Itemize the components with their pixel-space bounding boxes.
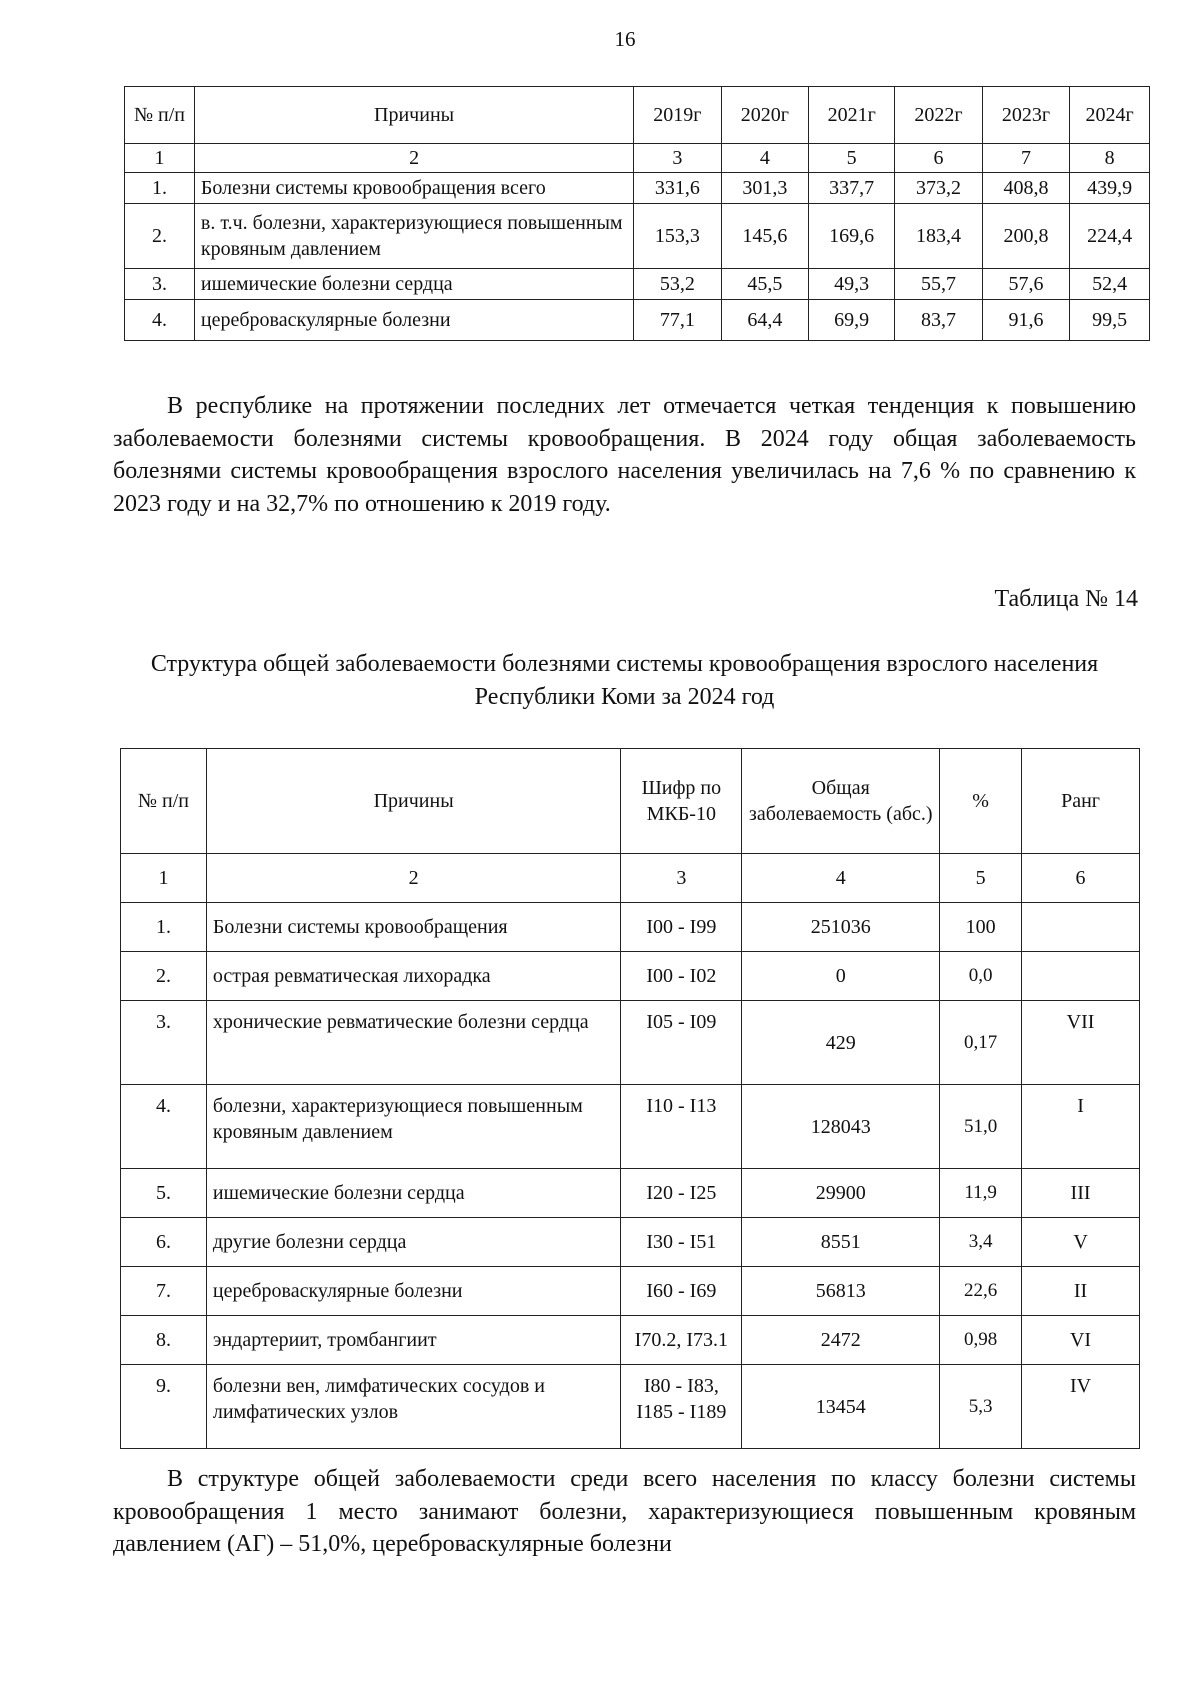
- value-cell: 408,8: [982, 173, 1069, 204]
- col-number-cell: 7: [982, 144, 1069, 173]
- value-cell: 83,7: [895, 300, 982, 341]
- value-cell: 99,5: [1070, 300, 1150, 341]
- value-cell: 64,4: [721, 300, 808, 341]
- rank-cell: IV: [1022, 1365, 1140, 1449]
- rank-cell: VI: [1022, 1316, 1140, 1365]
- count-cell: 13454: [742, 1365, 940, 1449]
- rank-cell: I: [1022, 1085, 1140, 1169]
- percent-cell: 3,4: [940, 1218, 1022, 1267]
- header-cell: 2022г: [895, 87, 982, 144]
- percent-cell: 0,0: [940, 952, 1022, 1001]
- row-number: 9.: [121, 1365, 207, 1449]
- col-number-cell: 4: [721, 144, 808, 173]
- col-number-cell: 6: [1022, 854, 1140, 903]
- table-row: [121, 903, 1140, 952]
- header-cell: Причины: [206, 749, 621, 854]
- icd-code-cell: I10 - I13: [621, 1085, 742, 1169]
- value-cell: 169,6: [809, 204, 895, 269]
- percent-cell: 22,6: [940, 1267, 1022, 1316]
- header-cell: 2023г: [982, 87, 1069, 144]
- value-cell: 53,2: [634, 269, 721, 300]
- header-cell: 2020г: [721, 87, 808, 144]
- col-number-cell: 2: [206, 854, 621, 903]
- icd-code-cell: I70.2, I73.1: [621, 1316, 742, 1365]
- row-number: 4.: [125, 300, 195, 341]
- table-row: [121, 1267, 1140, 1316]
- value-cell: 69,9: [809, 300, 895, 341]
- col-number-cell: 4: [742, 854, 940, 903]
- table-row: [121, 1085, 1140, 1169]
- table-row: [121, 1316, 1140, 1365]
- table-row: [125, 173, 1150, 204]
- row-number: 5.: [121, 1169, 207, 1218]
- cause-cell: хронические ревматические болезни сердца: [206, 1001, 621, 1085]
- table-row: [125, 300, 1150, 341]
- count-cell: 128043: [742, 1085, 940, 1169]
- count-cell: 251036: [742, 903, 940, 952]
- percent-cell: 11,9: [940, 1169, 1022, 1218]
- percent-cell: 0,17: [940, 1001, 1022, 1085]
- cause-cell: цереброваскулярные болезни: [194, 300, 633, 341]
- cause-cell: Болезни системы кровообращения всего: [194, 173, 633, 204]
- icd-code-cell: I05 - I09: [621, 1001, 742, 1085]
- icd-code-cell: I20 - I25: [621, 1169, 742, 1218]
- col-number-cell: 2: [194, 144, 633, 173]
- col-number-cell: 5: [809, 144, 895, 173]
- table-row: [121, 1218, 1140, 1267]
- cause-cell: острая ревматическая лихорадка: [206, 952, 621, 1001]
- col-number-cell: 3: [621, 854, 742, 903]
- icd-code-cell: I00 - I99: [621, 903, 742, 952]
- cause-cell: эндартериит, тромбангиит: [206, 1316, 621, 1365]
- col-number-cell: 3: [634, 144, 721, 173]
- cause-cell: Болезни системы кровообращения: [206, 903, 621, 952]
- table-row: [121, 1365, 1140, 1449]
- row-number: 8.: [121, 1316, 207, 1365]
- row-number: 3.: [125, 269, 195, 300]
- header-cell: Причины: [194, 87, 633, 144]
- value-cell: 337,7: [809, 173, 895, 204]
- row-number: 2.: [125, 204, 195, 269]
- count-cell: 429: [742, 1001, 940, 1085]
- value-cell: 145,6: [721, 204, 808, 269]
- value-cell: 331,6: [634, 173, 721, 204]
- cause-cell: цереброваскулярные болезни: [206, 1267, 621, 1316]
- header-cell: № п/п: [121, 749, 207, 854]
- value-cell: 439,9: [1070, 173, 1150, 204]
- rank-cell: V: [1022, 1218, 1140, 1267]
- table-header-row: [125, 87, 1150, 144]
- value-cell: 55,7: [895, 269, 982, 300]
- col-number-cell: 1: [125, 144, 195, 173]
- value-cell: 91,6: [982, 300, 1069, 341]
- col-number-cell: 1: [121, 854, 207, 903]
- value-cell: 200,8: [982, 204, 1069, 269]
- column-number-row: [121, 854, 1140, 903]
- value-cell: 52,4: [1070, 269, 1150, 300]
- page-number: 16: [614, 27, 636, 51]
- header-cell: 2019г: [634, 87, 721, 144]
- column-number-row: [125, 144, 1150, 173]
- paragraph: [113, 1463, 1136, 1561]
- col-number-cell: 5: [940, 854, 1022, 903]
- paragraph: [113, 390, 1136, 520]
- cause-cell: в. т.ч. болезни, характеризующиеся повышенным кровяным давлением: [194, 204, 633, 269]
- header-cell: Ранг: [1022, 749, 1140, 854]
- incidence-trend-table: [124, 86, 1150, 341]
- cause-cell: болезни вен, лимфатических сосудов и лимфатических узлов: [206, 1365, 621, 1449]
- row-number: 1.: [125, 173, 195, 204]
- cause-cell: болезни, характеризующиеся повышенным кровяным давлением: [206, 1085, 621, 1169]
- percent-cell: 100: [940, 903, 1022, 952]
- row-number: 7.: [121, 1267, 207, 1316]
- cause-cell: другие болезни сердца: [206, 1218, 621, 1267]
- header-cell: 2021г: [809, 87, 895, 144]
- header-cell: Шифр по МКБ-10: [621, 749, 742, 854]
- rank-cell: [1022, 903, 1140, 952]
- table-row: [125, 204, 1150, 269]
- value-cell: 153,3: [634, 204, 721, 269]
- rank-cell: [1022, 952, 1140, 1001]
- value-cell: 373,2: [895, 173, 982, 204]
- rank-cell: VII: [1022, 1001, 1140, 1085]
- icd-code-cell: I80 - I83, I185 - I189: [621, 1365, 742, 1449]
- value-cell: 49,3: [809, 269, 895, 300]
- table-row: [121, 952, 1140, 1001]
- cause-cell: ишемические болезни сердца: [206, 1169, 621, 1218]
- header-cell: Общая заболеваемость (абс.): [742, 749, 940, 854]
- table-row: [125, 269, 1150, 300]
- cause-cell: ишемические болезни сердца: [194, 269, 633, 300]
- count-cell: 29900: [742, 1169, 940, 1218]
- table-row: [121, 1001, 1140, 1085]
- value-cell: 57,6: [982, 269, 1069, 300]
- row-number: 6.: [121, 1218, 207, 1267]
- count-cell: 0: [742, 952, 940, 1001]
- header-cell: %: [940, 749, 1022, 854]
- value-cell: 224,4: [1070, 204, 1150, 269]
- percent-cell: 5,3: [940, 1365, 1022, 1449]
- table-row: [121, 1169, 1140, 1218]
- value-cell: 45,5: [721, 269, 808, 300]
- incidence-structure-table: [120, 748, 1140, 1449]
- col-number-cell: 8: [1070, 144, 1150, 173]
- row-number: 2.: [121, 952, 207, 1001]
- count-cell: 2472: [742, 1316, 940, 1365]
- header-cell: № п/п: [125, 87, 195, 144]
- value-cell: 77,1: [634, 300, 721, 341]
- col-number-cell: 6: [895, 144, 982, 173]
- table-number-label: Таблица № 14: [994, 586, 1138, 612]
- paragraph-text: В республике на протяжении последних лет отмечается четкая тенденция к повышению заболеваемости болезнями системы кровообращения. В 2024 году общая заболеваемость болезнями системы кровообращения взрослого населения увеличилась на 7,6 % по сравнению к 2023 году и на 32,7% по отношению к 2019 году.: [113, 393, 1136, 517]
- row-number: 4.: [121, 1085, 207, 1169]
- header-cell: 2024г: [1070, 87, 1150, 144]
- icd-code-cell: I30 - I51: [621, 1218, 742, 1267]
- icd-code-cell: I00 - I02: [621, 952, 742, 1001]
- rank-cell: II: [1022, 1267, 1140, 1316]
- value-cell: 301,3: [721, 173, 808, 204]
- paragraph-text: В структуре общей заболеваемости среди всего населения по классу болезни системы кровообращения 1 место занимают болезни, характеризующиеся повышенным кровяным давлением (АГ) – 51,0%, цереброваскулярные болезни: [113, 1466, 1136, 1557]
- percent-cell: 51,0: [940, 1085, 1022, 1169]
- count-cell: 56813: [742, 1267, 940, 1316]
- icd-code-cell: I60 - I69: [621, 1267, 742, 1316]
- table-title: Структура общей заболеваемости болезнями системы кровообращения взрослого населения Республики Коми за 2024 год: [150, 651, 1099, 710]
- value-cell: 183,4: [895, 204, 982, 269]
- rank-cell: III: [1022, 1169, 1140, 1218]
- row-number: 3.: [121, 1001, 207, 1085]
- count-cell: 8551: [742, 1218, 940, 1267]
- row-number: 1.: [121, 903, 207, 952]
- table-header-row: [121, 749, 1140, 854]
- percent-cell: 0,98: [940, 1316, 1022, 1365]
